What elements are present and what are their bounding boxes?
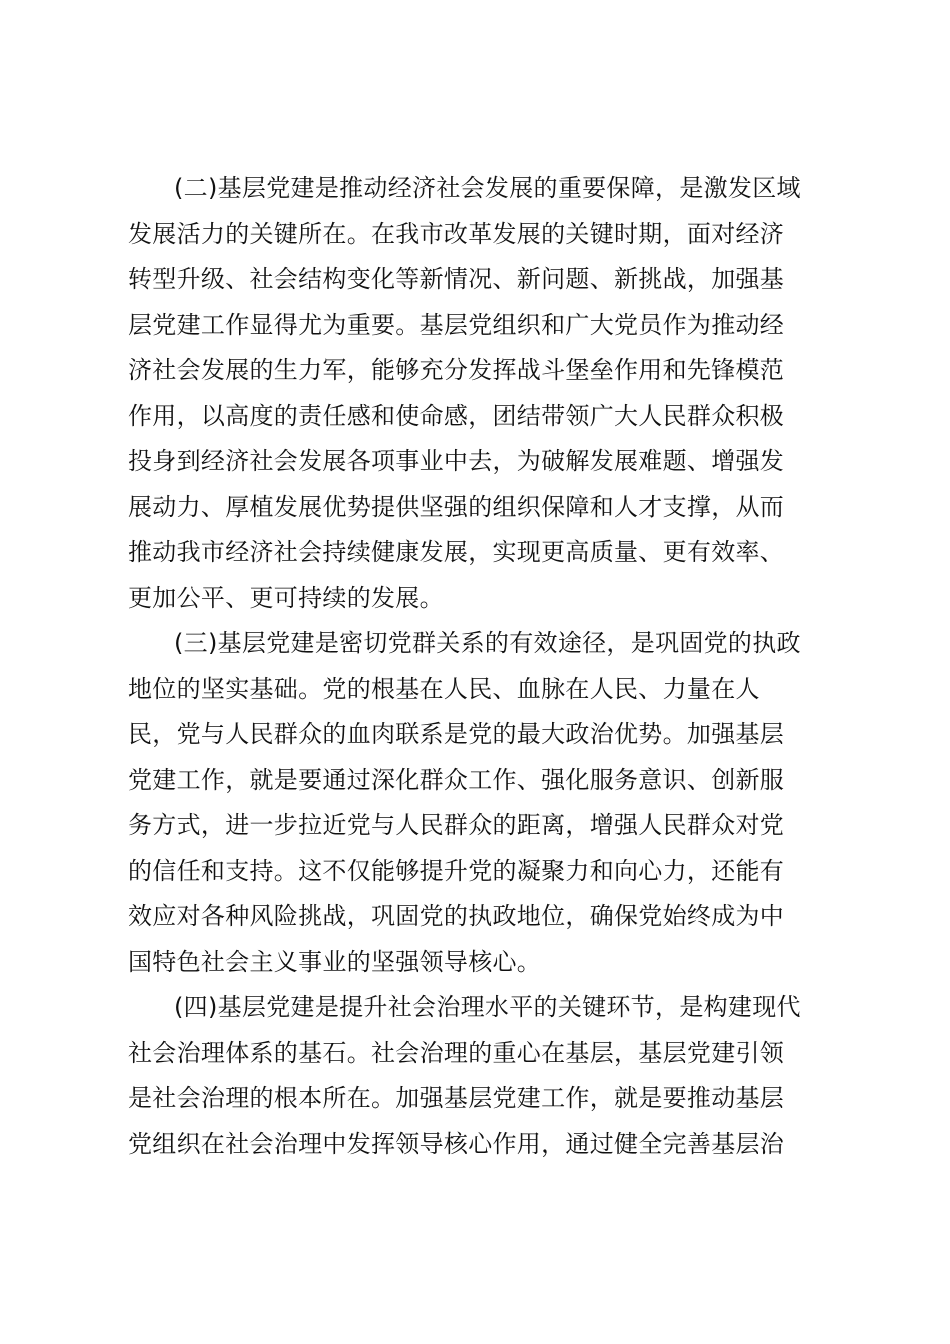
text-line: 党建工作，就是要通过深化群众工作、强化服务意识、创新服	[128, 765, 785, 794]
text-line: 转型升级、社会结构变化等新情况、新问题、新挑战，加强基	[128, 265, 785, 293]
text-line: 地位的坚实基础。党的根基在人民、血脉在人民、力量在人	[128, 674, 760, 703]
text-line: (三)基层党建是密切党群关系的有效途径，是巩固党的执政	[174, 629, 801, 657]
text-line: 是社会治理的根本所在。加强基层党建工作，就是要推动基层	[128, 1084, 785, 1112]
text-line: 社会治理体系的基石。社会治理的重心在基层，基层党建引领	[128, 1038, 785, 1067]
text-line: (二)基层党建是推动经济社会发展的重要保障，是激发区域	[174, 174, 801, 202]
text-line: 党组织在社会治理中发挥领导核心作用，通过健全完善基层治	[128, 1129, 785, 1158]
text-line: 的信任和支持。这不仅能够提升党的凝聚力和向心力，还能有	[128, 856, 785, 885]
text-line: 层党建工作显得尤为重要。基层党组织和广大党员作为推动经	[128, 310, 785, 339]
text-line: 济社会发展的生力军，能够充分发挥战斗堡垒作用和先锋模范	[128, 356, 785, 384]
text-line: (四)基层党建是提升社会治理水平的关键环节，是构建现代	[174, 993, 801, 1021]
text-line: 国特色社会主义事业的坚强领导核心。	[128, 947, 542, 976]
paragraph-4	[128, 985, 818, 1167]
text-line: 展动力、厚植发展优势提供坚强的组织保障和人才支撑，从而	[128, 492, 785, 521]
text-line: 民，党与人民群众的血肉联系是党的最大政治优势。加强基层	[128, 720, 785, 748]
text-line: 务方式，进一步拉近党与人民群众的距离，增强人民群众对党	[128, 811, 785, 839]
text-line: 更加公平、更可持续的发展。	[128, 583, 444, 612]
text-line: 效应对各种风险挑战，巩固党的执政地位，确保党始终成为中	[128, 902, 785, 930]
paragraph-3	[128, 621, 818, 985]
text-line: 投身到经济社会发展各项事业中去，为破解发展难题、增强发	[128, 447, 785, 475]
text-line: 发展活力的关键所在。在我市改革发展的关键时期，面对经济	[128, 219, 785, 248]
text-line: 推动我市经济社会持续健康发展，实现更高质量、更有效率、	[128, 538, 785, 566]
text-line: 作用，以高度的责任感和使命感，团结带领广大人民群众积极	[128, 401, 785, 430]
document-body	[128, 166, 818, 1167]
paragraph-2	[128, 166, 818, 621]
